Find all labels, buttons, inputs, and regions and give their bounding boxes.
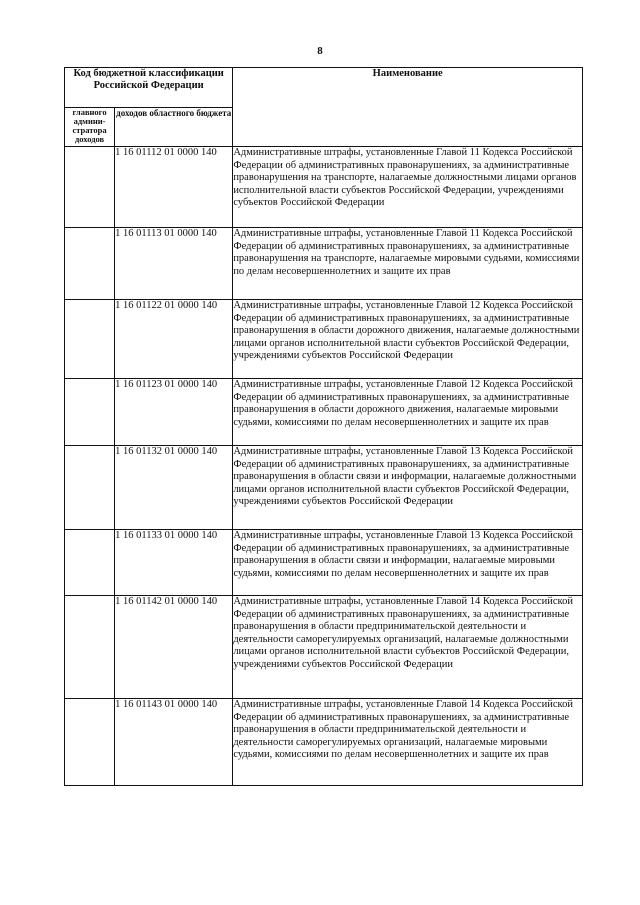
row-budget-code: 1 16 01123 01 0000 140: [115, 379, 233, 446]
row-admin-code: [65, 446, 115, 530]
table-row: [65, 446, 583, 530]
row-admin-code: [65, 379, 115, 446]
table-row: [65, 228, 583, 300]
table-row: [65, 699, 583, 786]
page-number: 8: [317, 45, 323, 57]
row-admin-code: [65, 147, 115, 228]
table-row: [65, 596, 583, 699]
row-name: Административные штрафы, установленные Главой 11 Кодекса Российской Федерации об административных правонарушениях, за административные правонарушения на транспорте, налагаемые мировыми судьями, комиссиями по делам несовершеннолетних и защите их прав: [233, 228, 583, 300]
row-name: Административные штрафы, установленные Главой 11 Кодекса Российской Федерации об административных правонарушениях, за административные правонарушения на транспорте, налагаемые должностными лицами органов исполнительной власти субъектов Российской Федерации, учреждениями субъектов Российской Федерации: [233, 147, 583, 228]
row-admin-code: [65, 228, 115, 300]
header-classification-code: Код бюджетной классификации Российской Федерации: [65, 68, 233, 108]
row-name: Административные штрафы, установленные Главой 12 Кодекса Российской Федерации об административных правонарушениях, за административные правонарушения в области дорожного движения, налагаемые мировыми судьями, комиссиями по делам несовершеннолетних и защите их прав: [233, 379, 583, 446]
table-header-row: [65, 68, 583, 108]
table-row: [65, 300, 583, 379]
header-admin-code: главного админи-стратора доходов: [65, 108, 115, 147]
row-budget-code: 1 16 01133 01 0000 140: [115, 530, 233, 596]
table-row: [65, 147, 583, 228]
row-budget-code: 1 16 01122 01 0000 140: [115, 300, 233, 379]
row-admin-code: [65, 596, 115, 699]
row-admin-code: [65, 699, 115, 786]
row-name: Административные штрафы, установленные Главой 13 Кодекса Российской Федерации об административных правонарушениях, за административные правонарушения в области связи и информации, налагаемые должностными лицами органов исполнительной власти субъектов Российской Федерации, учреждениями субъектов Российской Федерации: [233, 446, 583, 530]
budget-classification-table: [64, 67, 583, 786]
header-budget-code: доходов областного бюджета: [115, 108, 233, 147]
row-name: Административные штрафы, установленные Главой 12 Кодекса Российской Федерации об административных правонарушениях, за административные правонарушения в области дорожного движения, налагаемые должностными лицами органов исполнительной власти субъектов Российской Федерации, учреждениями субъектов Российской Федерации: [233, 300, 583, 379]
row-admin-code: [65, 300, 115, 379]
row-name: Административные штрафы, установленные Главой 14 Кодекса Российской Федерации об административных правонарушениях, за административные правонарушения в области предпринимательской деятельности и деятельности саморегулируемых организаций, налагаемые должностными лицами органов исполнительной власти субъектов Российской Федерации, учреждениями субъектов Российской Федерации: [233, 596, 583, 699]
row-admin-code: [65, 530, 115, 596]
table-row: [65, 379, 583, 446]
row-budget-code: 1 16 01112 01 0000 140: [115, 147, 233, 228]
row-name: Административные штрафы, установленные Главой 14 Кодекса Российской Федерации об административных правонарушениях, за административные правонарушения в области предпринимательской деятельности и деятельности саморегулируемых организаций, налагаемые мировыми судьями, комиссиями по делам несовершеннолетних и защите их прав: [233, 699, 583, 786]
table-row: [65, 530, 583, 596]
row-budget-code: 1 16 01143 01 0000 140: [115, 699, 233, 786]
row-budget-code: 1 16 01142 01 0000 140: [115, 596, 233, 699]
header-name: Наименование: [233, 68, 583, 147]
row-budget-code: 1 16 01132 01 0000 140: [115, 446, 233, 530]
row-name: Административные штрафы, установленные Главой 13 Кодекса Российской Федерации об административных правонарушениях, за административные правонарушения в области связи и информации, налагаемые мировыми судьями, комиссиями по делам несовершеннолетних и защите их прав: [233, 530, 583, 596]
row-budget-code: 1 16 01113 01 0000 140: [115, 228, 233, 300]
